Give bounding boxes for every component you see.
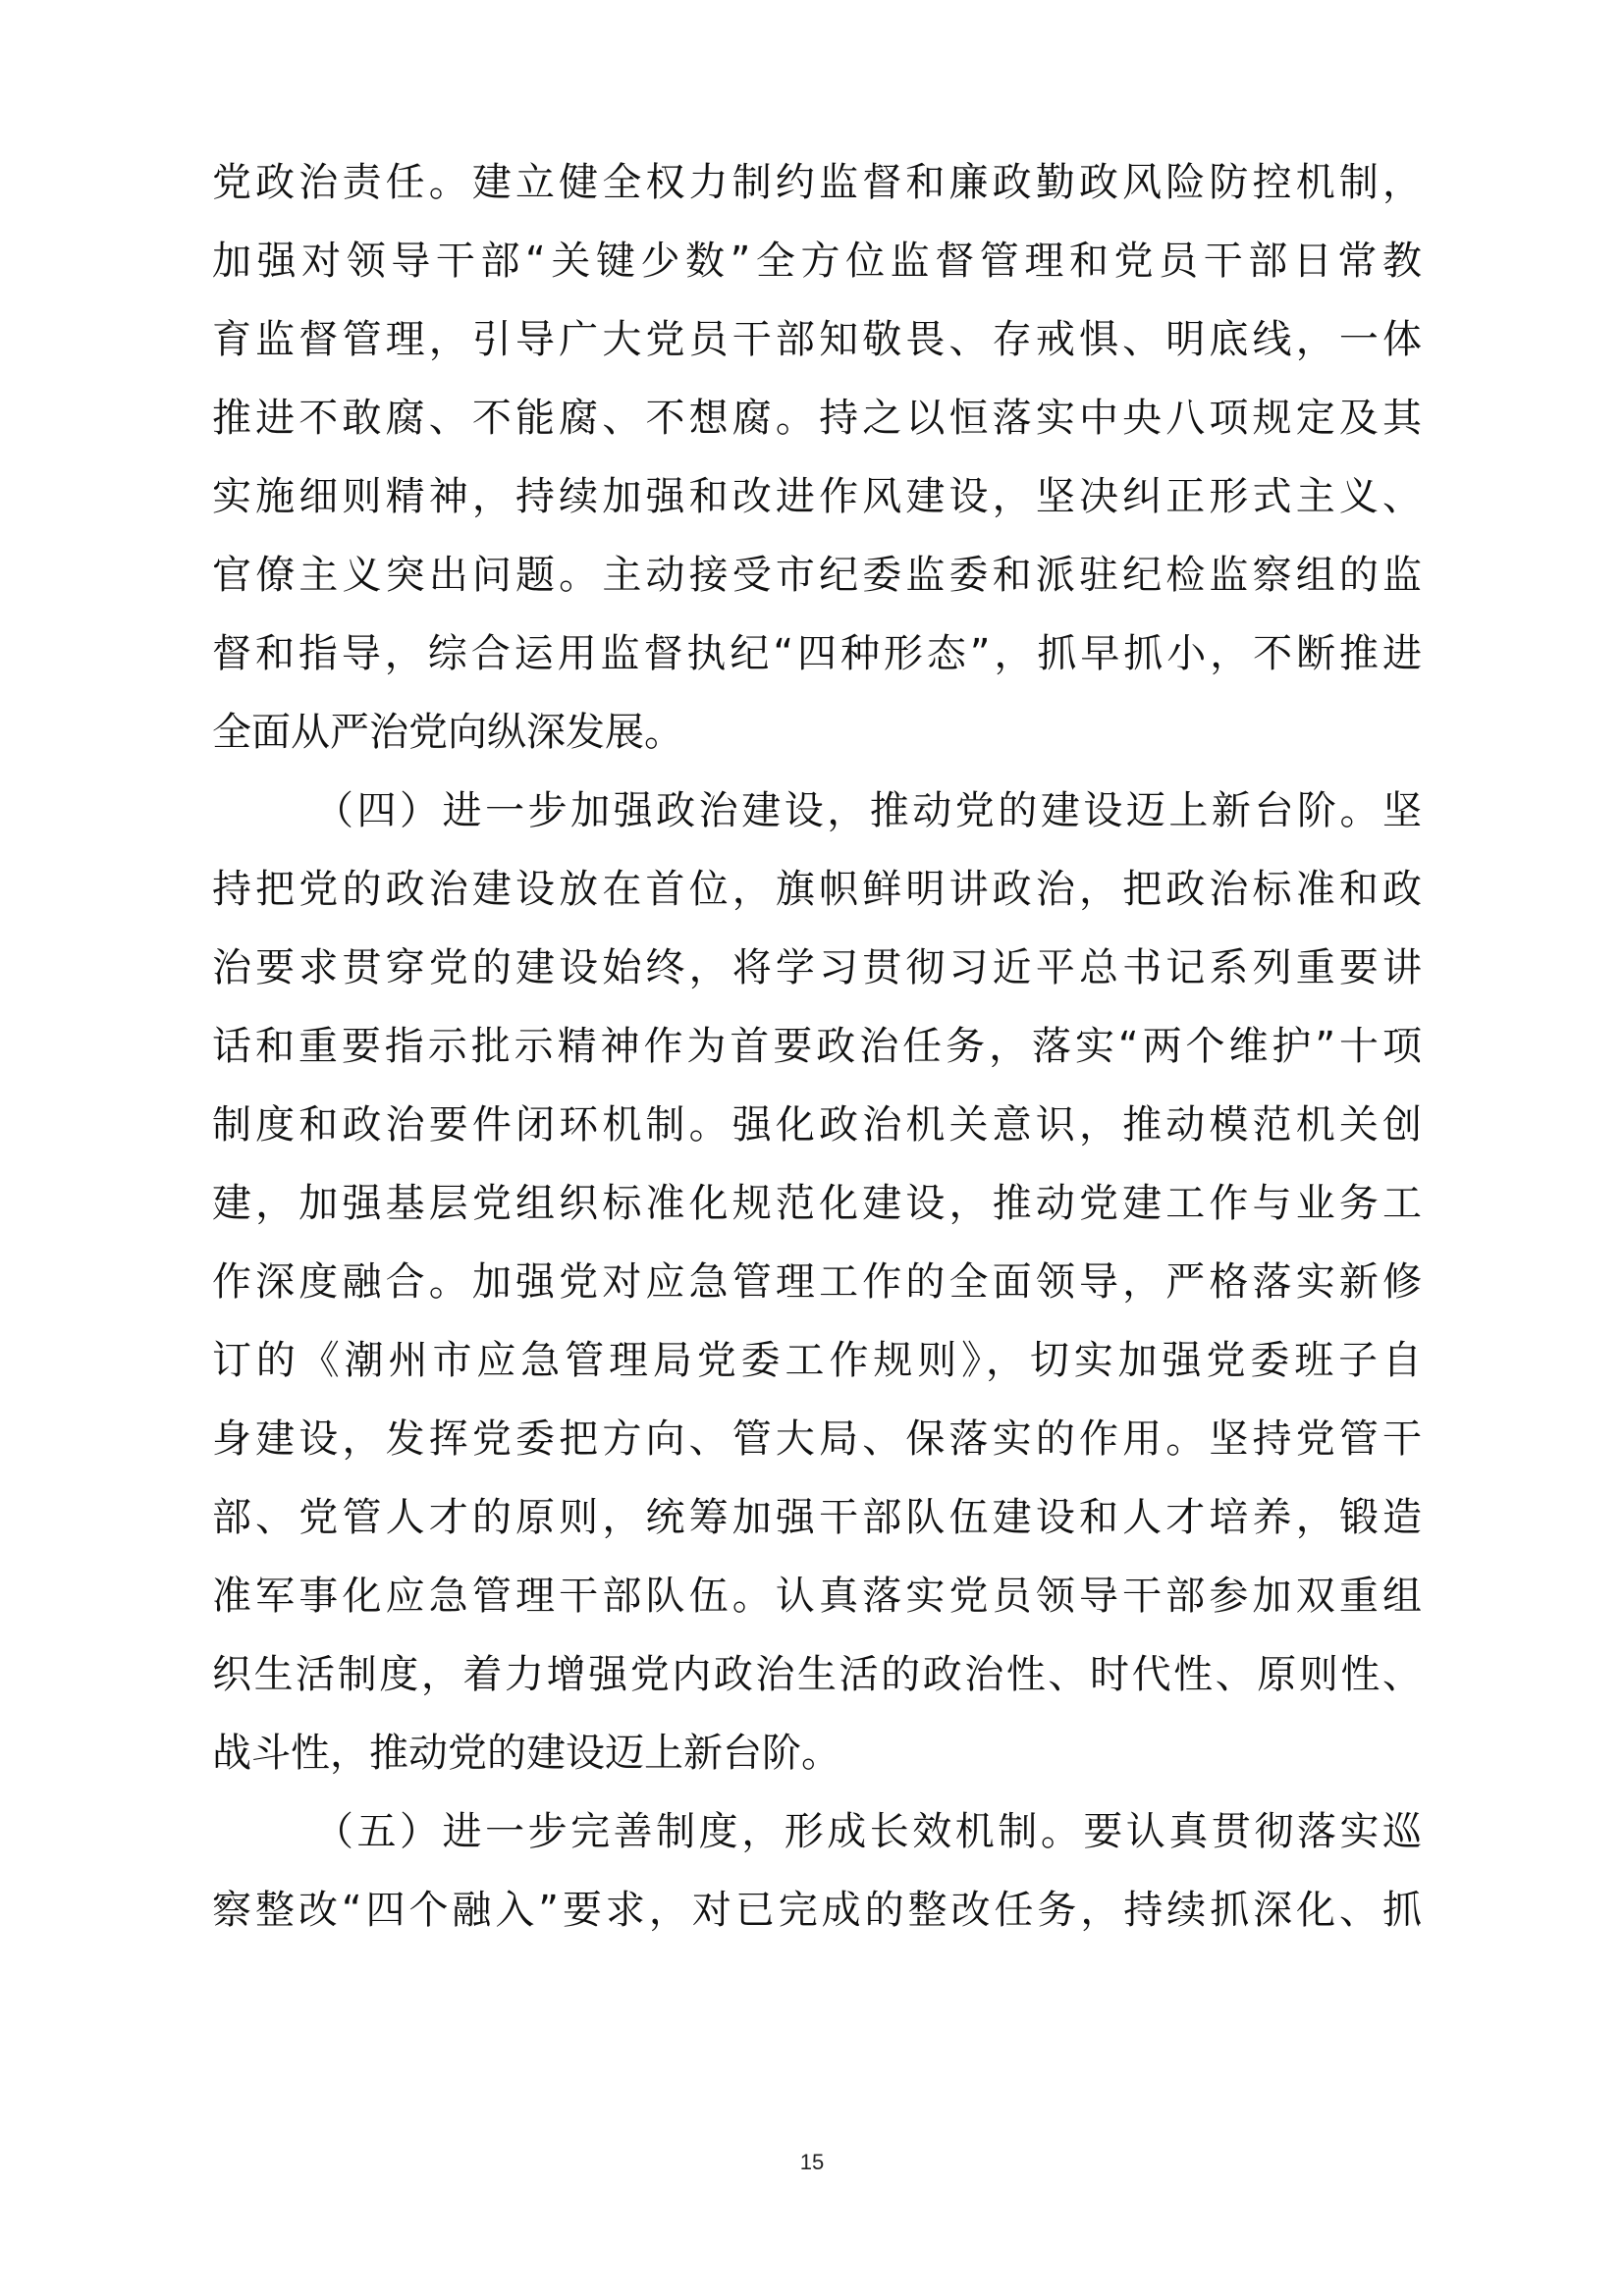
body-text-line: 话和重要指示批示精神作为首要政治任务，落实“两个维护”十项 [212,1024,1422,1069]
body-text-line: 督和指导，综合运用监督执纪“四种形态”，抓早抓小，不断推进 [212,631,1422,676]
body-text-line: 治要求贯穿党的建设始终，将学习贯彻习近平总书记系列重要讲 [212,945,1422,990]
body-text-line: 准军事化应急管理干部队伍。认真落实党员领导干部参加双重组 [212,1574,1422,1619]
body-text-line: 制度和政治要件闭环机制。强化政治机关意识，推动模范机关创 [212,1102,1422,1148]
body-text-line: 推进不敢腐、不能腐、不想腐。持之以恒落实中央八项规定及其 [212,396,1422,441]
body-text-line: 身建设，发挥党委把方向、管大局、保落实的作用。坚持党管干 [212,1416,1422,1462]
paragraph-end-line: 全面从严治党向纵深发展。 [212,710,683,755]
body-text-line: 党政治责任。建立健全权力制约监督和廉政勤政风险防控机制， [212,160,1422,205]
body-text-line: 加强对领导干部“关键少数”全方位监督管理和党员干部日常教 [212,239,1422,284]
section-heading-line: （四）进一步加强政治建设，推动党的建设迈上新台阶。坚 [314,788,1422,833]
body-text-line: 育监督管理，引导广大党员干部知敬畏、存戒惧、明底线，一体 [212,317,1422,362]
body-text-line: 织生活制度，着力增强党内政治生活的政治性、时代性、原则性、 [212,1652,1422,1697]
section-heading-line: （五）进一步完善制度，形成长效机制。要认真贯彻落实巡 [314,1809,1422,1854]
body-text-line: 察整改“四个融入”要求，对已完成的整改任务，持续抓深化、抓 [212,1888,1422,1933]
body-text-line: 官僚主义突出问题。主动接受市纪委监委和派驻纪检监察组的监 [212,553,1422,598]
body-text-line: 作深度融合。加强党对应急管理工作的全面领导，严格落实新修 [212,1259,1422,1305]
body-text-line: 订的《潮州市应急管理局党委工作规则》，切实加强党委班子自 [212,1338,1422,1383]
body-text-line: 部、党管人才的原则，统筹加强干部队伍建设和人才培养，锻造 [212,1495,1422,1540]
body-text-line: 持把党的政治建设放在首位，旗帜鲜明讲政治，把政治标准和政 [212,867,1422,912]
body-text-line: 建，加强基层党组织标准化规范化建设，推动党建工作与业务工 [212,1181,1422,1226]
page-number: 15 [799,2150,825,2174]
paragraph-end-line: 战斗性，推动党的建设迈上新台阶。 [212,1731,840,1776]
body-text-line: 实施细则精神，持续加强和改进作风建设，坚决纠正形式主义、 [212,474,1422,519]
